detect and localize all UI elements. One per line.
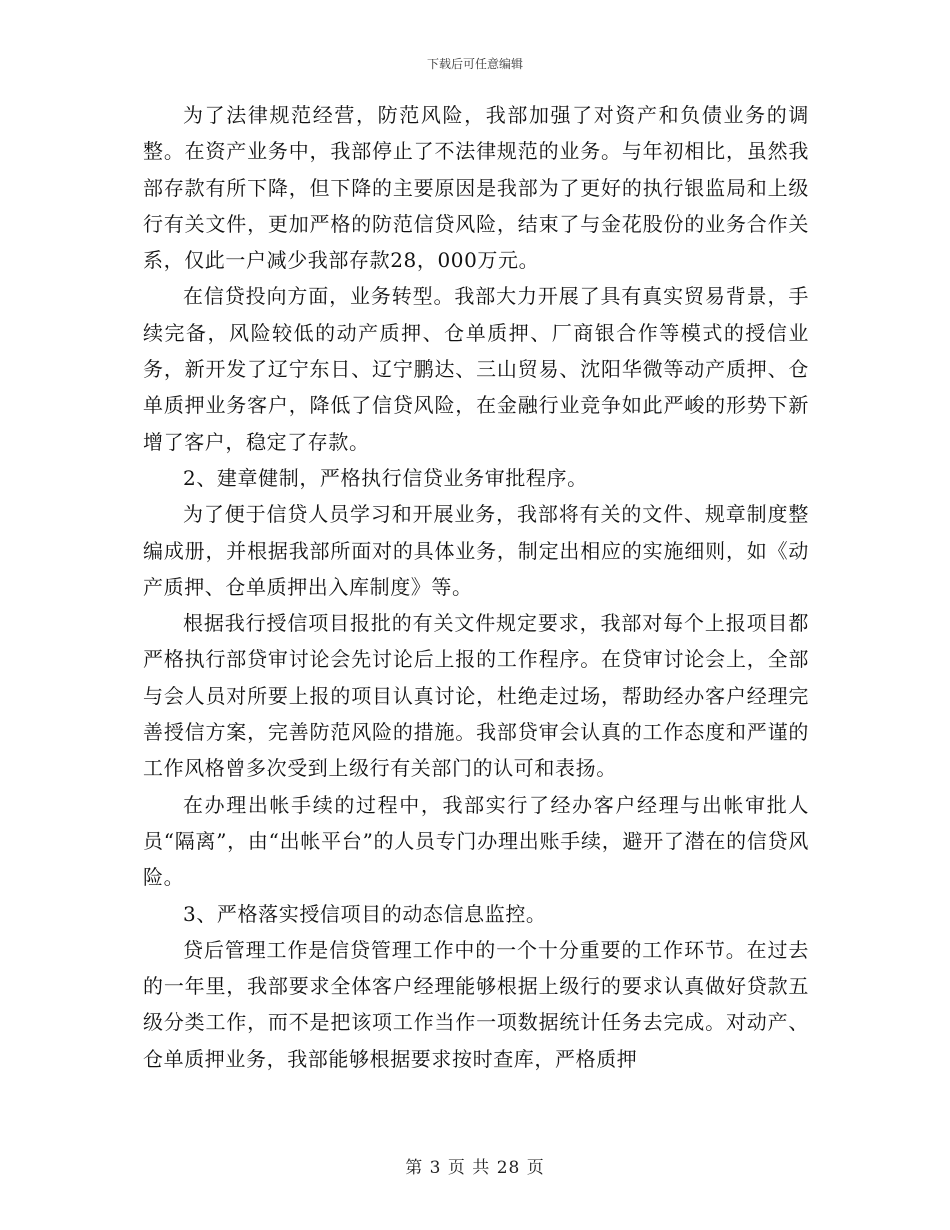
paragraph: 在信贷投向方面，业务转型。我部大力开展了具有真实贸易背景，手续完备，风险较低的动产质押、仓单质押、厂商银合作等模式的授信业务，新开发了辽宁东日、辽宁鹏达、三山贸易、沈阳华微等动产质押、仓单质押业务客户，降低了信贷风险，在金融行业竞争如此严峻的形势下新增了客户，稳定了存款。: [143, 284, 809, 454]
page-number: 第 3 页 共 28 页: [405, 1158, 545, 1178]
section-heading: 3、严格落实授信项目的动态信息监控。: [183, 901, 547, 926]
paragraph: 为了法律规范经营，防范风险，我部加强了对资产和负债业务的调整。在资产业务中，我部停止了不法律规范的业务。与年初相比，虽然我部存款有所下降，但下降的主要原因是我部为了更好的执行银监局和上级行有关文件，更加严格的防范信贷风险，结束了与金花股份的业务合作关系，仅此一户减少我部存款28，000万元。: [143, 103, 809, 273]
paragraph: 贷后管理工作是信贷管理工作中的一个十分重要的工作环节。在过去的一年里，我部要求全体客户经理能够根据上级行的要求认真做好贷款五级分类工作，而不是把该项工作当作一项数据统计任务去完成。对动产、仓单质押业务，我部能够根据要求按时查库，严格质押: [143, 937, 809, 1071]
paragraph: 为了便于信贷人员学习和开展业务，我部将有关的文件、规章制度整编成册，并根据我部所面对的具体业务，制定出相应的实施细则，如《动产质押、仓单质押出入库制度》等。: [143, 502, 809, 599]
section-heading: 2、建章健制，严格执行信贷业务审批程序。: [183, 465, 588, 490]
paragraph: 根据我行授信项目报批的有关文件规定要求，我部对每个上报项目都严格执行部贷审讨论会先讨论后上报的工作程序。在贷审讨论会上，全部与会人员对所要上报的项目认真讨论，杜绝走过场，帮助经办客户经理完善授信方案，完善防范风险的措施。我部贷审会认真的工作态度和严谨的工作风格曾多次受到上级行有关部门的认可和表扬。: [143, 611, 809, 781]
document-body: [143, 97, 809, 1077]
page-header: 下载后可任意编辑: [426, 57, 523, 71]
paragraph: 在办理出帐手续的过程中，我部实行了经办客户经理与出帐审批人员“隔离”，由“出帐平台”的人员专门办理出账手续，避开了潜在的信贷风险。: [143, 792, 809, 890]
